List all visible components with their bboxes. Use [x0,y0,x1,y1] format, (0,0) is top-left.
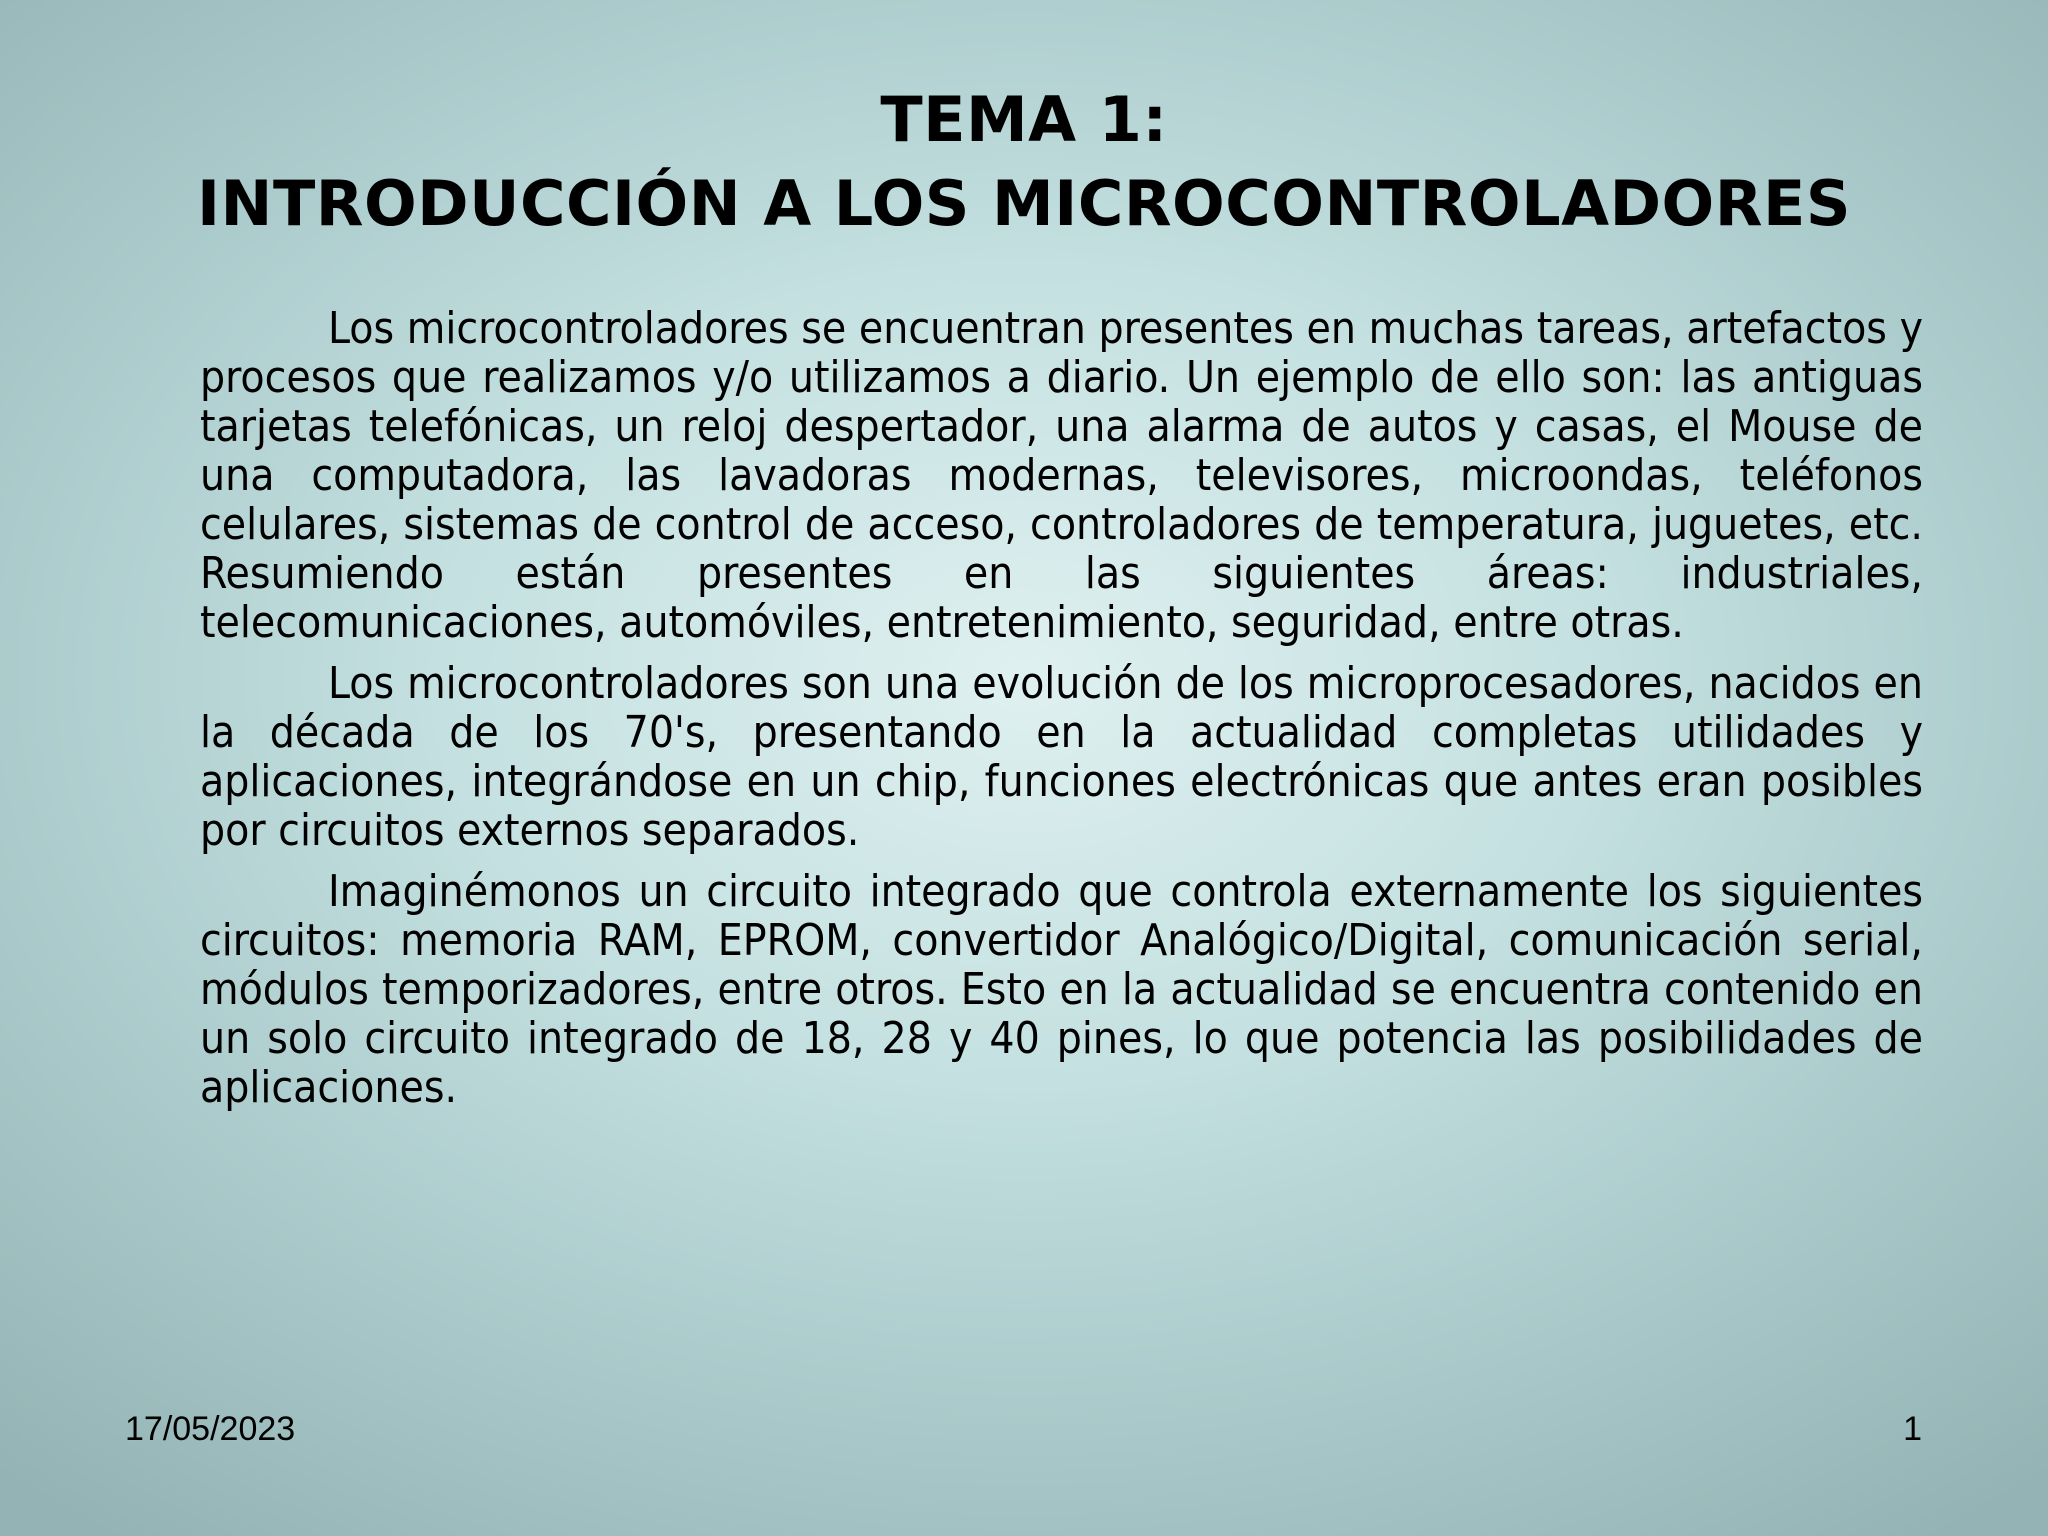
slide-title [0,78,2048,246]
page-number: 1 [1903,1410,1922,1448]
title-line-1: TEMA 1: [880,83,1168,156]
paragraph-3: Imaginémonos un circuito integrado que controla externamente los siguientes circuitos: memoria RAM, EPROM, convertidor Analógico/Digital, comunicación serial, módulos temporizadores, entre otros. Esto en la actualidad se encuentra contenido en un solo circuito integrado de 18, 28 y 40 pines, lo que potencia las posibilidades de aplicaciones. [200,866,1923,1113]
footer-date: 17/05/2023 [125,1410,296,1448]
title-line-2: INTRODUCCIÓN A LOS MICROCONTROLADORES [196,167,1852,240]
paragraph-1: Los microcontroladores se encuentran presentes en muchas tareas, artefactos y procesos que realizamos y/o utilizamos a diario. Un ejemplo de ello son: las antiguas tarjetas telefónicas, un reloj despertador, una alarma de autos y casas, el Mouse de una computadora, las lavadoras modernas, televisores, microondas, teléfonos celulares, sistemas de control de acceso, controladores de temperatura, juguetes, etc. Resumiendo están presentes en las siguientes áreas: industriales, telecomunicaciones, automóviles, entretenimiento, seguridad, entre otras. [200,303,1923,648]
slide-body [200,304,1923,1124]
paragraph-2: Los microcontroladores son una evolución de los microprocesadores, nacidos en la década de los 70's, presentando en la actualidad completas utilidades y aplicaciones, integrándose en un chip, funciones electrónicas que antes eran posibles por circuitos externos separados. [200,658,1923,856]
